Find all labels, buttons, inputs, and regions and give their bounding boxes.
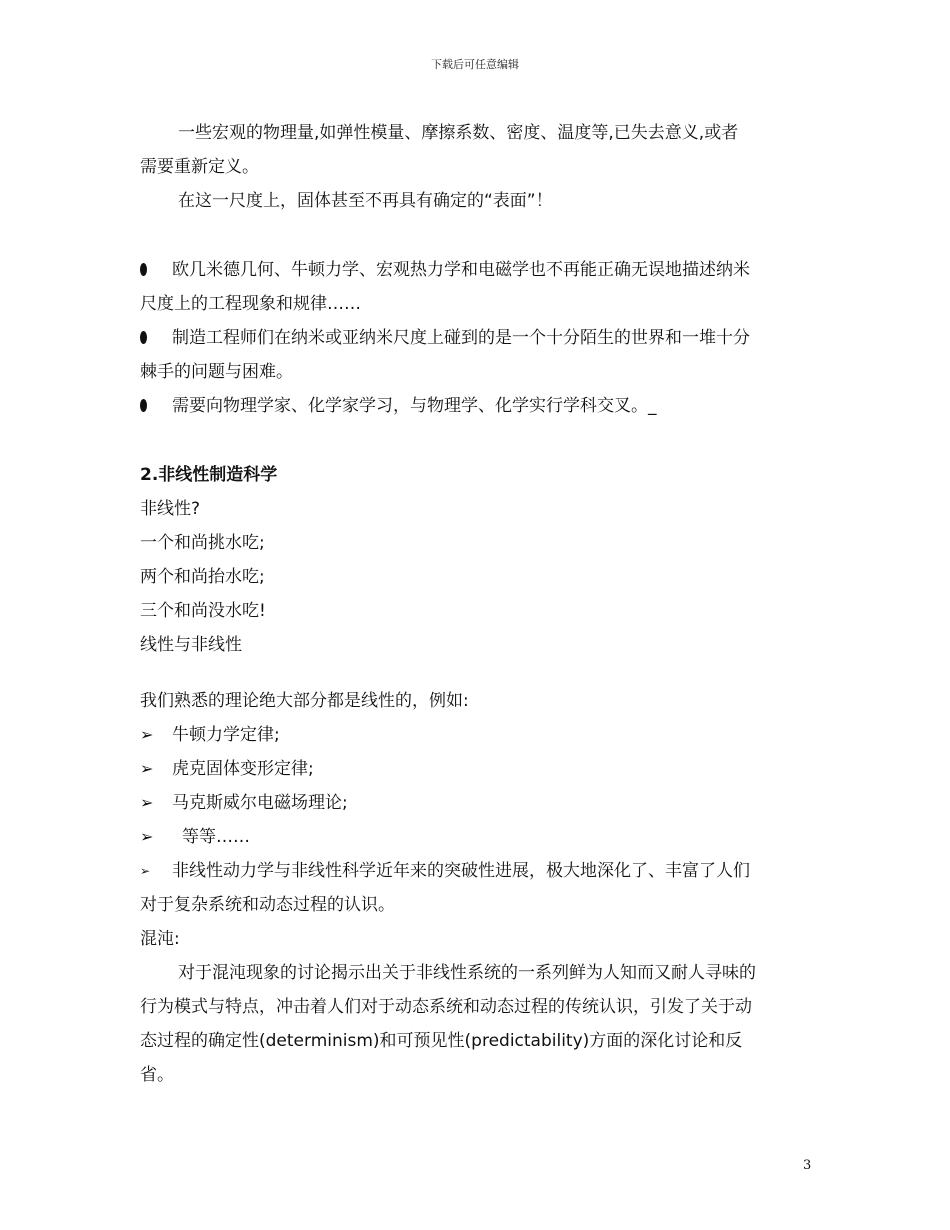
arrow-paragraph-continued: 对于复杂系统和动态过程的认识。 [140,895,395,915]
text-line: 非线性? [140,499,201,519]
bullet-text-continued: 尺度上的工程现象和规律…… [140,294,361,314]
small-arrow-bullet-icon: ➢ [140,864,151,878]
chaos-line: 省。 [140,1065,174,1085]
arrow-paragraph: 非线性动力学与非线性科学近年来的突破性进展，极大地深化了、丰富了人们 [172,861,750,881]
bullet-dot-icon [140,399,147,412]
chaos-line: 对于混沌现象的讨论揭示出关于非线性系统的一系列鲜为人知而又耐人寻味的 [178,963,756,983]
arrow-item: 等等…… [182,827,250,847]
chaos-label: 混沌: [140,929,180,949]
bullet-text: 欧几米德几何、牛顿力学、宏观热力学和电磁学也不再能正确无误地描述纳米 [172,260,750,280]
arrow-item: 虎克固体变形定律; [172,759,314,779]
paragraph-line: 需要重新定义。 [140,157,259,177]
arrow-bullet-icon: ➢ [140,725,154,744]
page-number: 3 [803,1158,812,1173]
intro-line: 我们熟悉的理论绝大部分都是线性的，例如: [140,691,469,711]
paragraph-line: 在这一尺度上，固体甚至不再具有确定的“表面”！ [178,191,553,211]
arrow-bullet-icon: ➢ [140,827,154,846]
paragraph-line: 一些宏观的物理量,如弹性模量、摩擦系数、密度、温度等,已失去意义,或者 [178,123,739,143]
text-line: 线性与非线性 [140,635,242,655]
bullet-text-continued: 棘手的问题与困难。 [140,362,293,382]
arrow-item: 牛顿力学定律; [172,725,280,745]
text-line: 两个和尚抬水吃; [140,567,265,587]
text-line: 一个和尚挑水吃; [140,533,265,553]
page-header: 下载后可任意编辑 [431,58,519,71]
bullet-dot-icon [140,331,147,344]
arrow-bullet-icon: ➢ [140,793,154,812]
arrow-bullet-icon: ➢ [140,759,154,778]
chaos-line: 行为模式与特点，冲击着人们对于动态系统和动态过程的传统认识，引发了关于动 [140,997,752,1017]
bullet-text: 制造工程师们在纳米或亚纳米尺度上碰到的是一个十分陌生的世界和一堆十分 [172,328,750,348]
bullet-dot-icon [140,263,147,276]
bullet-text: 需要向物理学家、化学家学习，与物理学、化学实行学科交叉。_ [172,396,657,416]
text-line: 三个和尚没水吃! [140,601,266,621]
arrow-item: 马克斯威尔电磁场理论; [172,793,348,813]
chaos-line: 态过程的确定性(determinism)和可预见性(predictability)方面的深化讨论和反 [140,1031,743,1051]
section-heading: 2.非线性制造科学 [140,465,278,485]
